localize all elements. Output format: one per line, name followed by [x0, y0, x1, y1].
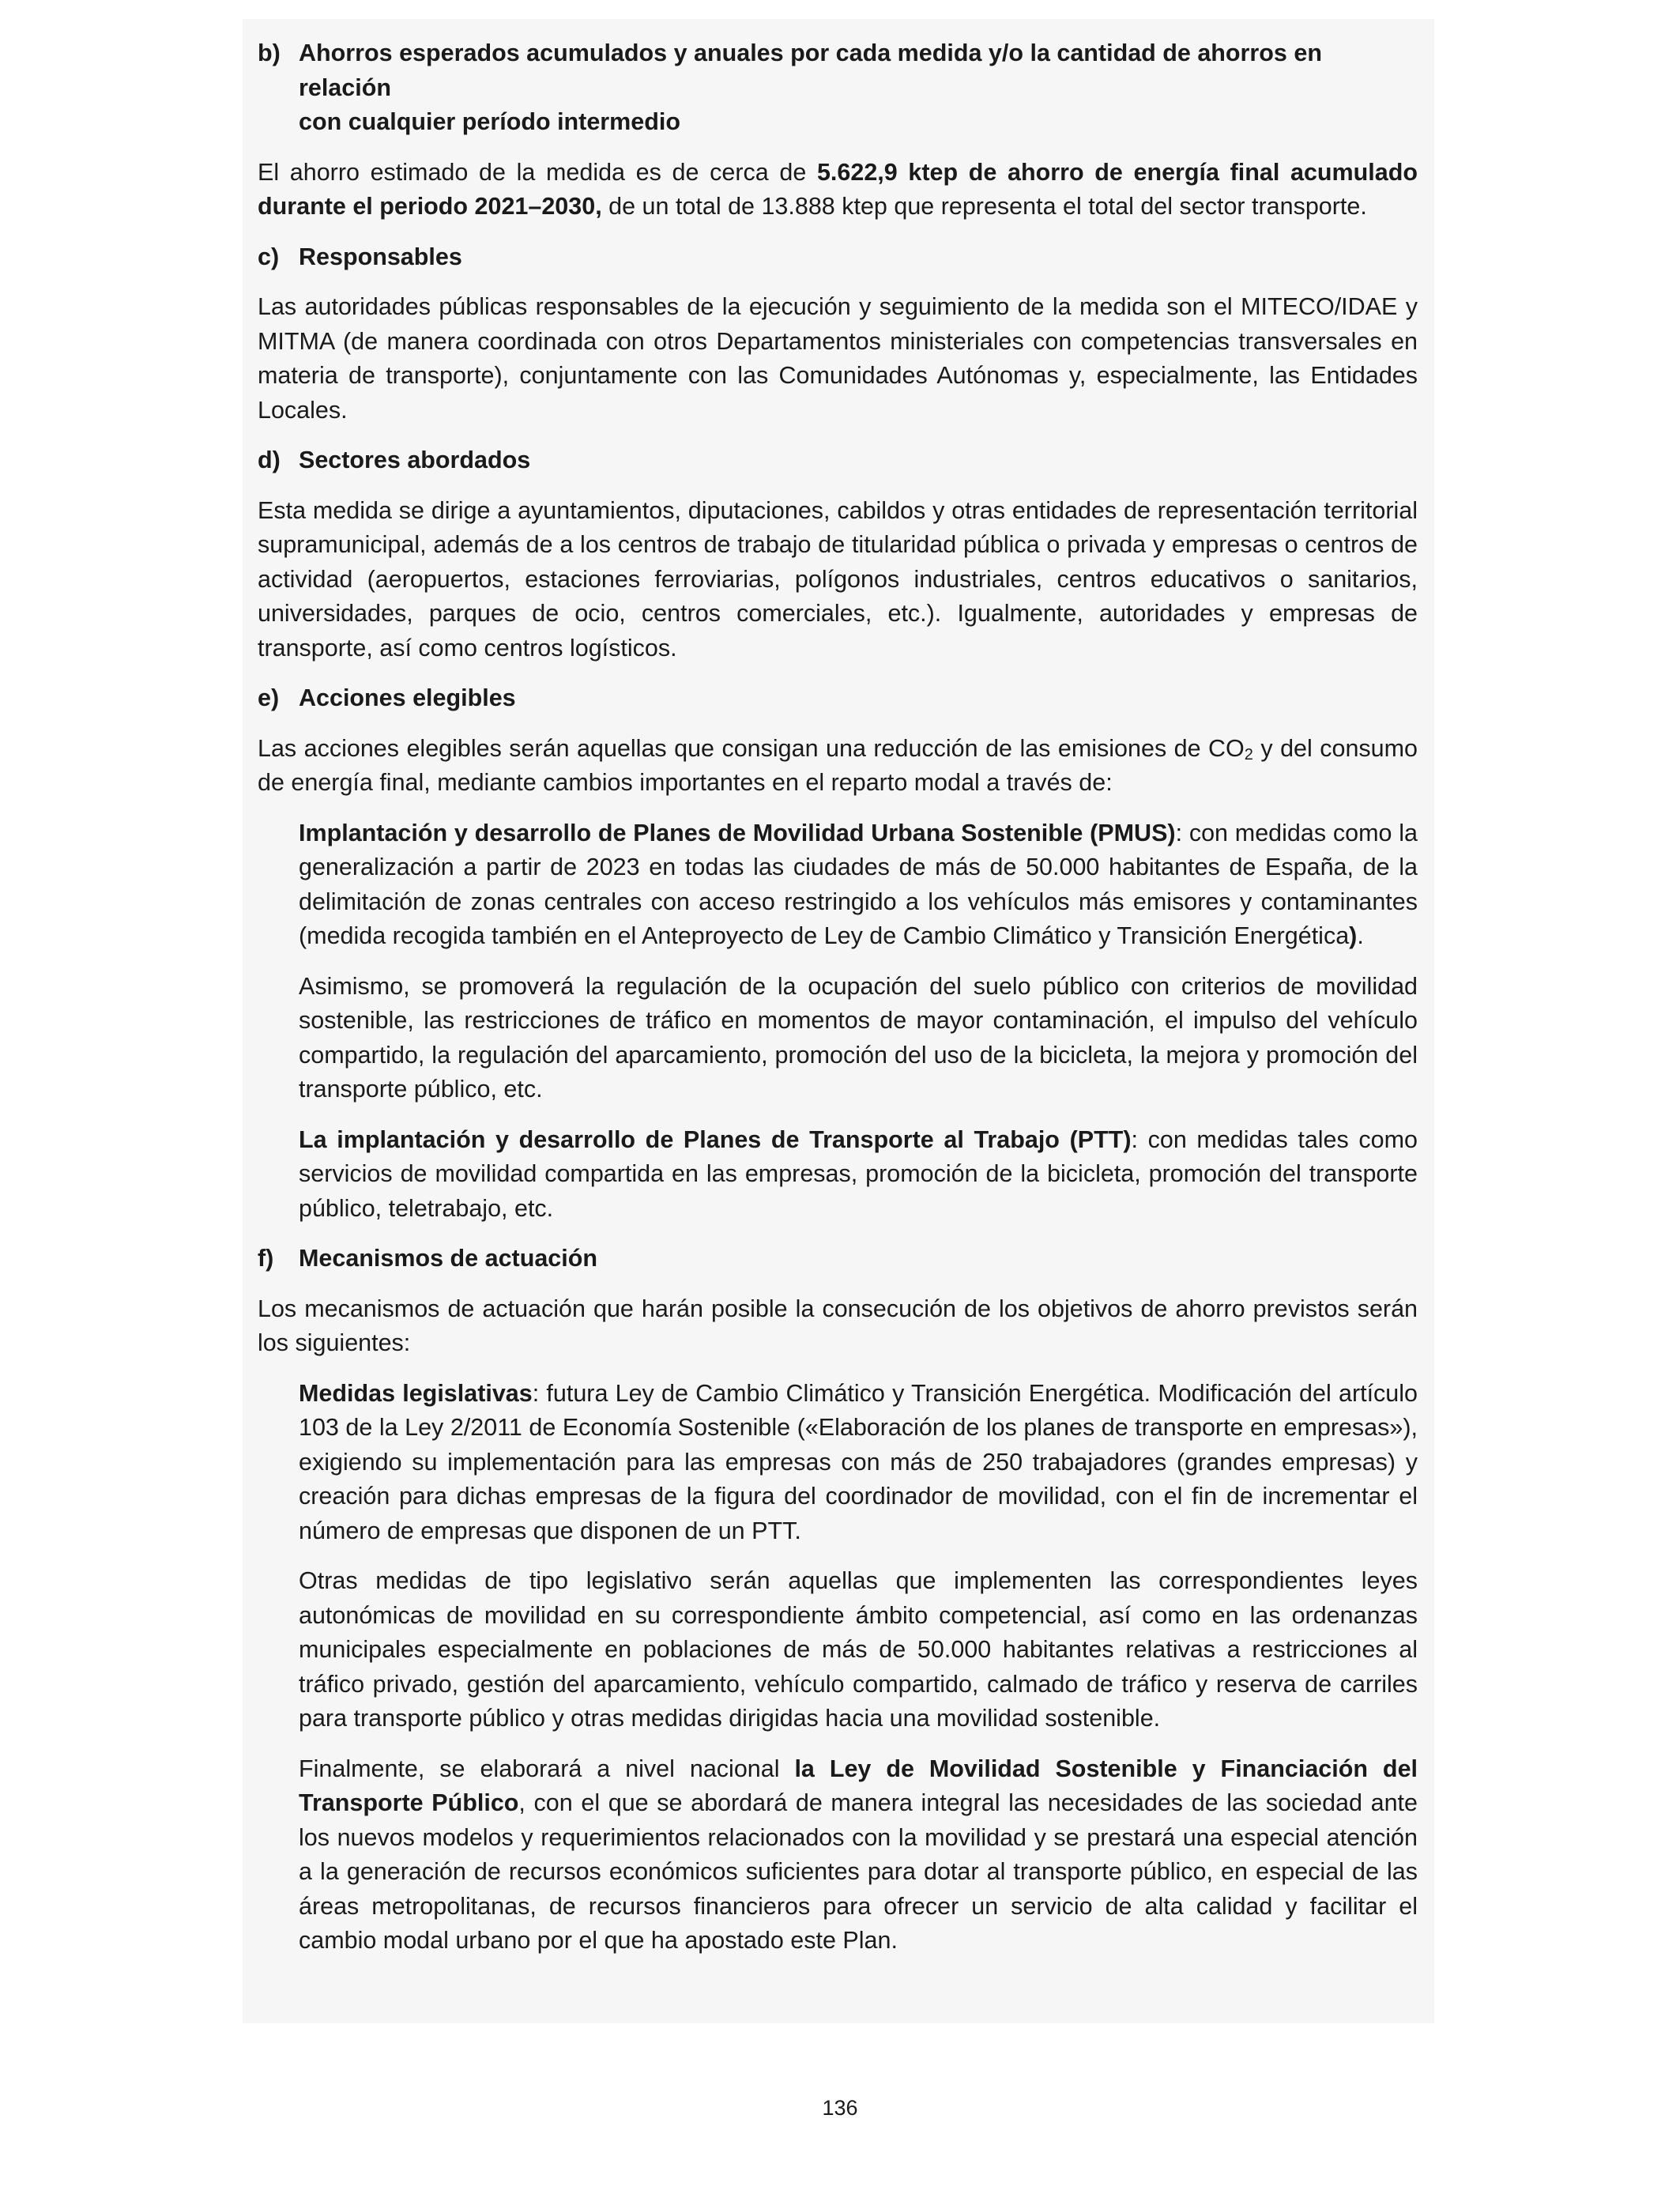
- section-c-paragraph: Las autoridades públicas responsables de la ejecución y seguimiento de la medida son el MITECO/IDAE y MITMA (de manera coordinada con otros Departamentos ministeriales con competencias transversales en materia de transporte), conjuntamente con las Comunidades Autónomas y, especialmente, las Entidades Locales.: [258, 293, 1418, 424]
- section-e-asimismo-paragraph: Asimismo, se promoverá la regulación de la ocupación del suelo público con criterios de movilidad sostenible, las restricciones de tráfico en momentos de mayor contaminación, el impulso del vehículo compartido, la regulación del aparcamiento, promoción del uso de la bicicleta, la mejora y promoción del transporte público, etc.: [299, 972, 1418, 1103]
- section-e-pmus-paragraph: Implantación y desarrollo de Planes de Movilidad Urbana Sostenible (PMUS): con medidas como la generalización a partir de 2023 en todas las ciudades de más de 50.000 habitantes de España, de la delimitación de zonas centrales con acceso restringido a los vehículos más emisores y contaminantes (medida recogida también en el Anteproyecto de Ley de Cambio Climático y Transición Energética).: [299, 819, 1418, 949]
- section-b-paragraph: El ahorro estimado de la medida es de cerca de 5.622,9 ktep de ahorro de energía final acumulado durante el periodo 2021–2030, de un total de 13.888 ktep que representa el total del sector transporte.: [258, 158, 1418, 220]
- section-b-letter: b): [258, 40, 281, 66]
- section-d-paragraph: Esta medida se dirige a ayuntamientos, diputaciones, cabildos y otras entidades de representación territorial supramunicipal, además de a los centros de trabajo de titularidad pública o privada y empresas o centros de actividad (aeropuertos, estaciones ferroviarias, polígonos industriales, centros educativos o sanitarios, universidades, parques de ocio, centros comerciales, etc.). Igualmente, autoridades y empresas de transporte, así como centros logísticos.: [258, 496, 1418, 662]
- section-f-heading: f) Mecanismos de actuación: [258, 1245, 597, 1272]
- section-f-legislativas-paragraph: Medidas legislativas: futura Ley de Cambio Climático y Transición Energética. Modificación del artículo 103 de la Ley 2/2011 de Economía Sostenible («Elaboración de los planes de transporte en empresas»), exigiendo su implementación para las empresas con más de 250 trabajadores (grandes empresas) y creación para dichas empresas de la figura del coordinador de movilidad, con el fin de incrementar el número de empresas que disponen de un PTT.: [299, 1379, 1418, 1544]
- section-c-heading: c) Responsables: [258, 243, 462, 270]
- section-b-heading: [258, 36, 1418, 140]
- section-b-title-line2: con cualquier período intermedio: [299, 108, 680, 135]
- document-body: [258, 36, 1418, 1974]
- page-number: 136: [822, 2096, 858, 2120]
- savings-highlight: 5.622,9 ktep de ahorro de energía final acumulado durante el periodo 2021–2030,: [258, 158, 1418, 220]
- section-e-heading: e) Acciones elegibles: [258, 684, 516, 711]
- section-b-title-line1: Ahorros esperados acumulados y anuales por cada medida y/o la cantidad de ahorros en relación: [299, 40, 1322, 101]
- section-e-paragraph-intro: Las acciones elegibles serán aquellas que consigan una reducción de las emisiones de $CO_2$ y del consumo de energía final, mediante cambios importantes en el reparto modal a través de:: [258, 734, 1418, 796]
- section-d-heading: d) Sectores abordados: [258, 447, 531, 473]
- section-f-finalmente-paragraph: Finalmente, se elaborará a nivel nacional la Ley de Movilidad Sostenible y Financiación del Transporte Público, con el que se abordará de manera integral las necesidades de las sociedad ante los nuevos modelos y requerimientos relacionados con la movilidad y se prestará una especial atención a la generación de recursos económicos suficientes para dotar al transporte público, en especial de las áreas metropolitanas, de recursos financieros para ofrecer un servicio de alta calidad y facilitar el cambio modal urbano por el que ha apostado este Plan.: [299, 1755, 1418, 1954]
- section-f-paragraph-intro: Los mecanismos de actuación que harán posible la consecución de los objetivos de ahorro previstos serán los siguientes:: [258, 1295, 1418, 1356]
- section-e-ptt-paragraph: La implantación y desarrollo de Planes de Transporte al Trabajo (PTT): con medidas tales como servicios de movilidad compartida en las empresas, promoción de la bicicleta, promoción del transporte público, teletrabajo, etc.: [299, 1125, 1418, 1222]
- section-f-otras-paragraph: Otras medidas de tipo legislativo serán aquellas que implementen las correspondientes leyes autonómicas de movilidad en su correspondiente ámbito competencial, así como en las ordenanzas municipales especialmente en poblaciones de más de 50.000 habitantes relativas a restricciones al tráfico privado, gestión del aparcamiento, vehículo compartido, calmado de tráfico y reserva de carriles para transporte público y otras medidas dirigidas hacia una movilidad sostenible.: [299, 1567, 1418, 1732]
